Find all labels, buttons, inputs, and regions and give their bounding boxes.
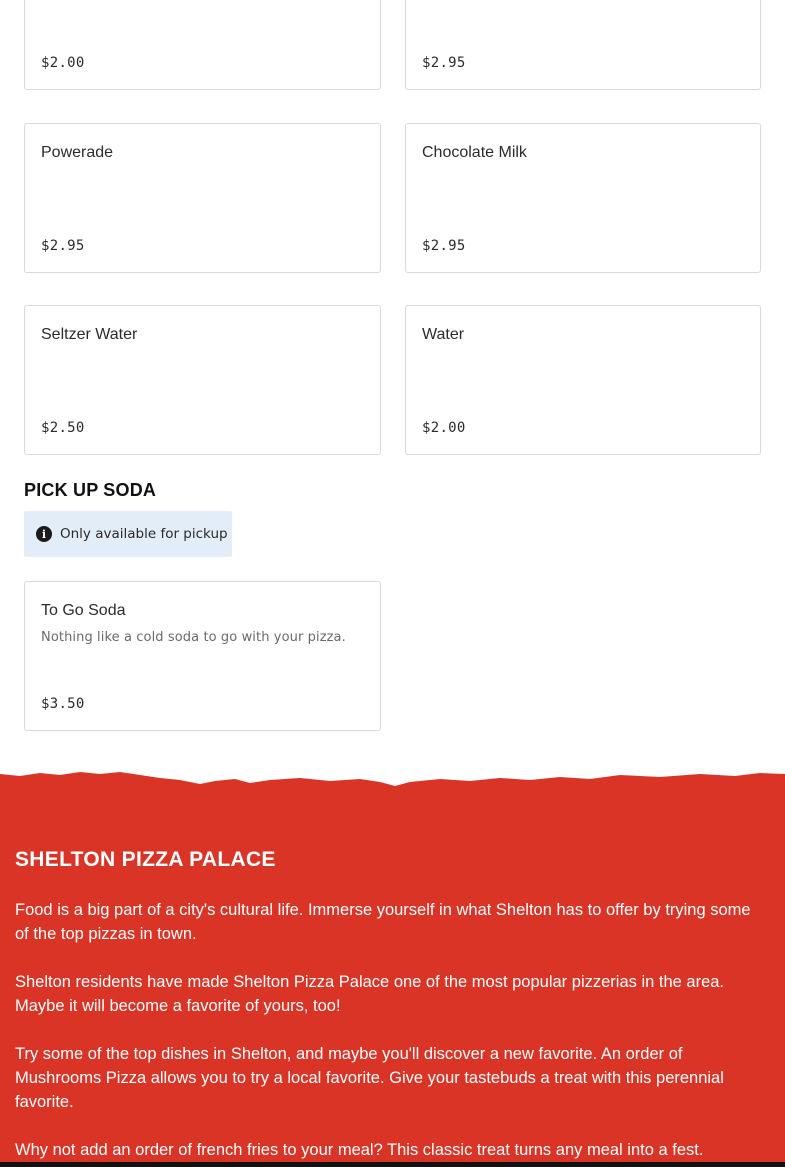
- item-name: To Go Soda: [41, 602, 126, 619]
- footer-brand-title: SHELTON PIZZA PALACE: [15, 848, 276, 871]
- item-name: Seltzer Water: [41, 326, 138, 343]
- pickup-notice-text: Only available for pickup: [60, 526, 228, 542]
- item-price: $2.95: [422, 238, 466, 254]
- menu-item-card-water[interactable]: [405, 305, 761, 455]
- footer-paragraph: Try some of the top dishes in Shelton, and maybe you'll discover a new favorite. An order of Mushrooms Pizza allows you to try a local favorite. Give your tastebuds a treat with this perennial favorite.: [15, 1045, 724, 1111]
- section-title-pickup-soda: PICK UP SODA: [24, 480, 157, 500]
- item-price: $2.00: [422, 420, 466, 436]
- menu-item-card-seltzer-water[interactable]: [24, 305, 381, 455]
- pickup-notice: [24, 511, 232, 557]
- menu-item-card-chocolate-milk[interactable]: [405, 123, 761, 273]
- site-footer: [0, 770, 785, 1167]
- item-price: $2.00: [41, 55, 85, 71]
- item-name: Powerade: [41, 144, 114, 161]
- footer-paragraph: Shelton residents have made Shelton Pizza Palace one of the most popular pizzerias in the area. Maybe it will become a favorite of yours, too!: [15, 973, 725, 1015]
- info-icon: i: [36, 526, 52, 542]
- item-description: Nothing like a cold soda to go with your pizza.: [41, 630, 346, 645]
- torn-paper-edge: [0, 770, 785, 794]
- item-name: Water: [422, 326, 465, 343]
- item-price: $2.95: [422, 55, 466, 71]
- item-price: $2.50: [41, 420, 85, 436]
- menu-item-card[interactable]: [24, 0, 381, 90]
- item-price: $2.95: [41, 238, 85, 254]
- item-name: Chocolate Milk: [422, 144, 527, 161]
- bottom-bar: [0, 1162, 785, 1167]
- footer-paragraph: Why not add an order of french fries to your meal? This classic treat turns any meal into a fest.: [15, 1141, 704, 1159]
- menu-item-card-powerade[interactable]: [24, 123, 381, 273]
- footer-paragraph: Food is a big part of a city's cultural life. Immerse yourself in what Shelton has to offer by trying some of the top pizzas in town.: [15, 901, 751, 943]
- item-price: $3.50: [41, 696, 85, 712]
- menu-item-card[interactable]: [405, 0, 761, 90]
- menu-item-card-to-go-soda[interactable]: [24, 581, 381, 731]
